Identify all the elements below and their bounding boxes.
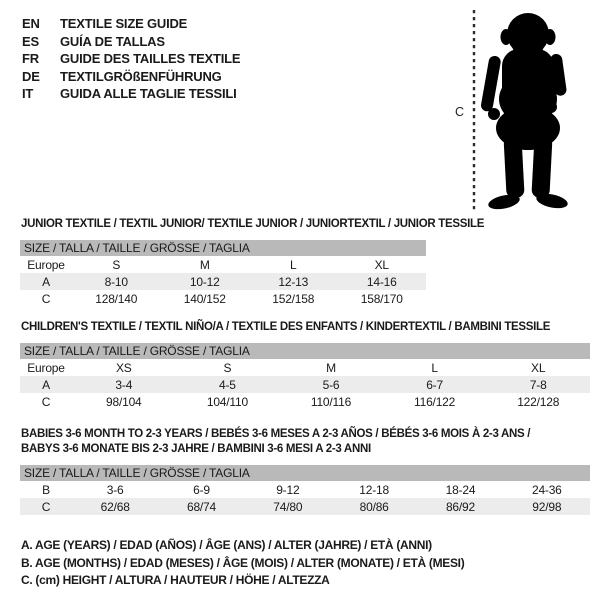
row-label: A [20,376,72,393]
size-cell: 3-4 [72,376,176,393]
table-row [20,359,590,376]
table-row [20,290,426,307]
footnote-line: A. AGE (YEARS) / EDAD (AÑOS) / ÂGE (ANS) / ALTER (JAHRE) / ETÀ (ANNI) [21,538,432,552]
size-cell: XS [115,360,132,375]
table-title [21,217,592,232]
language-code: FR [22,51,39,67]
size-cell: 10-12 [161,273,250,290]
table-title [21,427,592,457]
language-list [22,15,240,103]
size-cell: 8-10 [72,273,161,290]
junior-table-section [20,217,592,307]
row-label: C [41,291,51,306]
row-label: C [41,394,51,409]
row-label: A [20,273,72,290]
size-cell: 12-13 [249,273,338,290]
size-cell: 122/128 [517,394,560,409]
size-cell: M [326,360,336,375]
footnotes [21,537,464,590]
table-row [20,376,590,393]
table-title-line: JUNIOR TEXTILE / TEXTIL JUNIOR/ TEXTILE JUNIOR / JUNIORTEXTIL / JUNIOR TESSILE [21,218,485,230]
toddler-silhouette-graphic [452,4,600,216]
size-cell: M [199,257,210,272]
size-cell: 74/80 [245,498,331,515]
size-cell: 104/110 [206,394,248,409]
table-row [20,256,426,273]
size-header-label: SIZE / TALLA / TAILLE / GRÖSSE / TAGLIA [20,465,590,481]
table-row [20,498,590,515]
size-cell: 5-6 [279,376,383,393]
size-header-band [20,343,590,359]
language-row [22,33,240,51]
row-label: Europe [27,257,65,272]
children-table-section [20,320,592,410]
size-cell: 62/68 [72,498,158,515]
size-cell: 12-18 [359,482,389,497]
language-row [22,85,240,103]
size-cell: 92/98 [504,498,590,515]
table-title-line: BABIES 3-6 MONTH TO 2-3 YEARS / BEBÉS 3-6 MESES A 2-3 AÑOS / BÉBÉS 3-6 MOIS À 2-3 ANS / [21,428,531,440]
size-cell: 128/140 [95,291,138,306]
size-cell: 158/170 [360,291,403,306]
language-label: GUIDE DES TAILLES TEXTILE [60,51,241,67]
language-label: GUIDA ALLE TAGLIE TESSILI [60,86,237,102]
size-cell: 18-24 [445,482,476,497]
size-table [20,343,590,410]
size-cell: 4-5 [176,376,280,393]
size-cell: 98/104 [106,394,142,409]
language-row [22,50,240,68]
size-cell: 116/122 [414,394,456,409]
table-row [20,393,590,410]
size-figure [452,4,600,216]
size-cell: 152/158 [272,291,315,306]
language-label: GUÍA DE TALLAS [60,33,165,49]
language-code: IT [22,86,34,102]
size-cell: 14-16 [338,273,427,290]
row-label: B [42,482,50,497]
language-label: TEXTILGRÖßENFÜHRUNG [60,68,222,84]
size-cell: 6-7 [383,376,487,393]
size-cell: XL [374,257,389,272]
size-header-label: SIZE / TALLA / TAILLE / GRÖSSE / TAGLIA [20,240,426,256]
size-cell: 9-12 [276,482,300,497]
table-title [21,320,592,335]
table-row [20,273,426,290]
height-measure-label: C [455,105,465,119]
language-code: EN [22,16,40,31]
size-table [20,465,590,515]
size-header-band [20,240,426,256]
language-code: ES [22,33,39,49]
table-title-line: BABYS 3-6 MONATE BIS 2-3 JAHRE / BAMBINI 3-6 MESI A 2-3 ANNI [21,443,371,455]
size-cell: 86/92 [417,498,503,515]
size-cell: 3-6 [106,482,124,497]
size-cell: L [431,360,438,375]
size-cell: S [223,360,232,375]
toddler-silhouette [480,13,569,212]
row-label: C [20,498,72,515]
language-row [22,15,240,33]
size-table [20,240,426,307]
size-cell: 6-9 [193,482,210,497]
language-code: DE [22,68,40,84]
size-cell: 140/152 [183,291,226,306]
size-cell: 68/74 [158,498,244,515]
size-cell: S [112,257,121,272]
size-cell: 24-36 [531,482,562,497]
babies-table-section [20,427,592,515]
row-label: Europe [27,360,65,375]
language-label: TEXTILE SIZE GUIDE [60,16,188,31]
footnote-line: C. (cm) HEIGHT / ALTURA / HAUTEUR / HÖHE / ALTEZZA [21,573,330,588]
size-cell: 80/86 [331,498,417,515]
size-header-band [20,465,590,481]
size-cell: 110/116 [310,394,352,409]
size-cell: L [290,257,297,272]
size-cell: 7-8 [486,376,590,393]
footnote-line: B. AGE (MONTHS) / EDAD (MESES) / ÂGE (MOIS) / ALTER (MONATE) / ETÀ (MESI) [21,555,465,570]
language-row [22,68,240,86]
table-row [20,481,590,498]
table-title-line: CHILDREN'S TEXTILE / TEXTIL NIÑO/A / TEXTILE DES ENFANTS / KINDERTEXTIL / BAMBINI TESSILE [21,321,551,333]
size-cell: XL [531,360,546,375]
size-header-label: SIZE / TALLA / TAILLE / GRÖSSE / TAGLIA [20,343,590,359]
